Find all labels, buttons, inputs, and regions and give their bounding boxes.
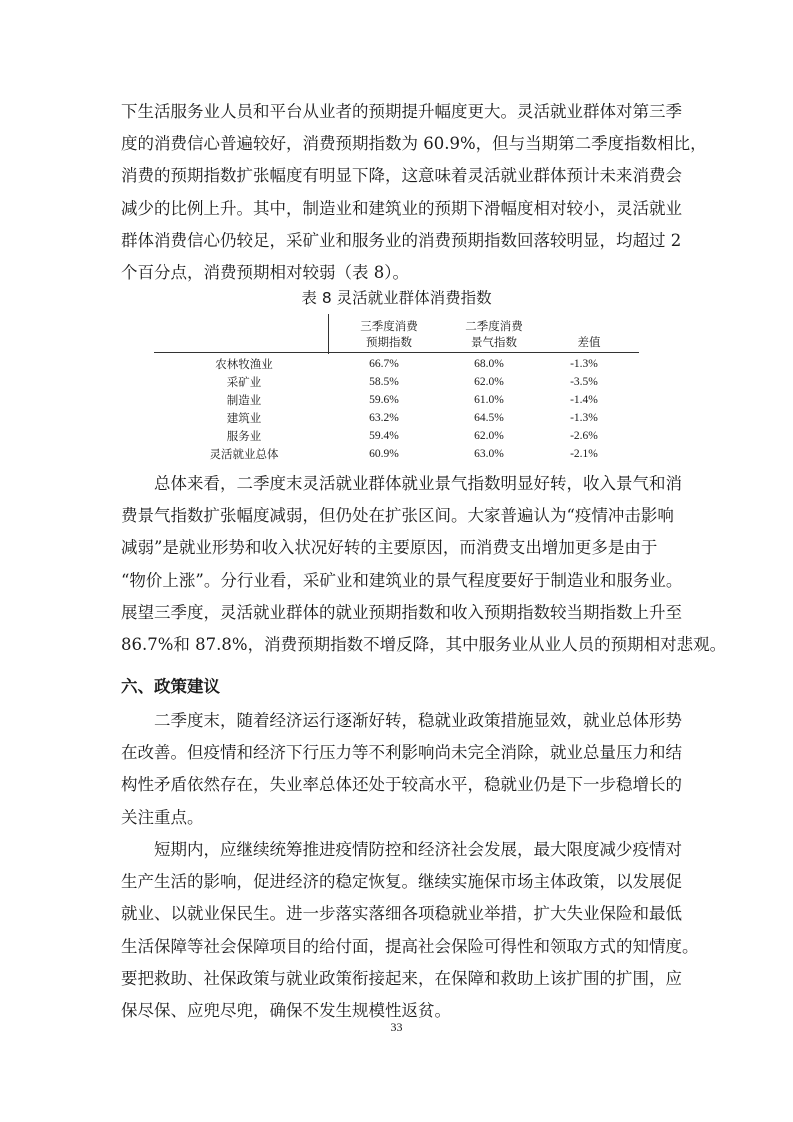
industry-cell: 服务业	[226, 429, 262, 443]
page-number: 33	[390, 1020, 403, 1034]
text-line: “物价上涨”。分行业看，采矿业和建筑业的景气程度要好于制造业和服务业。	[121, 570, 683, 590]
q2-value-cell: 62.0%	[474, 430, 504, 442]
industry-cell: 建筑业	[226, 411, 262, 425]
text-line: 在改善。但疫情和经济下行压力等不利影响尚未完全消除，就业总量压力和结	[121, 743, 682, 763]
text-line: 下生活服务业人员和平台从业者的预期提升幅度更大。灵活就业群体对第三季	[121, 102, 682, 121]
text-line: 个百分点，消费预期相对较弱（表 8）。	[121, 263, 409, 283]
industry-cell: 采矿业	[226, 375, 262, 389]
table-row	[154, 445, 639, 463]
text-line: 二季度末，随着经济运行逐渐好转，稳就业政策措施显效，就业总体形势	[121, 711, 682, 730]
text-line: 生活保障等社会保障项目的给付面，提高社会保险可得性和领取方式的知情度。	[121, 936, 699, 956]
header-q2-sentiment	[449, 318, 539, 350]
diff-value-cell: -3.5%	[570, 376, 598, 388]
q2-value-cell: 62.0%	[474, 376, 504, 388]
table-row	[154, 373, 639, 391]
header-line: 差值	[577, 335, 601, 349]
q3-value-cell: 59.6%	[369, 394, 399, 406]
text-line: 要把救助、社保政策与就业政策衔接起来，在保障和救助上该扩围的扩围，应	[121, 968, 682, 988]
industry-cell: 灵活就业总体	[209, 447, 279, 461]
q3-value-cell: 59.4%	[369, 430, 399, 442]
table-row	[154, 355, 639, 373]
header-line: 二季度消费	[465, 319, 523, 333]
text-line: 减少的比例上升。其中，制造业和建筑业的预期下滑幅度相对较小，灵活就业	[121, 198, 682, 218]
text-line: 短期内，应继续统筹推进疫情防控和经济社会发展，最大限度减少疫情对	[121, 840, 682, 859]
paragraph-consumption-expectation	[121, 96, 707, 289]
consumption-index-table	[154, 314, 639, 464]
paragraph-policy-recommendations	[121, 834, 699, 1027]
text-line: 构性矛盾依然存在，失业率总体还处于较高水平，稳就业仍是下一步稳增长的	[121, 775, 682, 795]
text-line: 生产生活的影响，促进经济的稳定恢复。继续实施保市场主体政策，以发展促	[121, 872, 682, 892]
q2-value-cell: 68.0%	[474, 358, 504, 370]
q2-value-cell: 63.0%	[474, 448, 504, 460]
q2-value-cell: 64.5%	[474, 412, 504, 424]
text-line: 86.7%和 87.8%，消费预期指数不增反降，其中服务业从业人员的预期相对悲观。	[121, 635, 727, 655]
q3-value-cell: 58.5%	[369, 376, 399, 388]
header-line: 预期指数	[366, 335, 412, 349]
diff-value-cell: -1.4%	[570, 394, 598, 406]
table-row	[154, 409, 639, 427]
diff-value-cell: -2.6%	[570, 430, 598, 442]
table-row	[154, 427, 639, 445]
diff-value-cell: -1.3%	[570, 358, 598, 370]
table-row	[154, 391, 639, 409]
text-line: 总体来看，二季度末灵活就业群体就业景气指数明显好转，收入景气和消	[121, 474, 682, 493]
header-line	[554, 318, 624, 334]
text-line: 就业、以就业保民生。进一步落实落细各项稳就业举措，扩大失业保险和最低	[121, 904, 682, 924]
q2-value-cell: 61.0%	[474, 394, 504, 406]
table-header-rule	[154, 352, 639, 353]
q3-value-cell: 60.9%	[369, 448, 399, 460]
industry-cell: 制造业	[226, 393, 262, 407]
text-line: 关注重点。	[121, 807, 204, 827]
text-line: 费景气指数扩张幅度减弱，但仍处在扩张区间。大家普遍认为“疫情冲击影响	[121, 506, 674, 526]
text-line: 消费的预期指数扩张幅度有明显下降，这意味着灵活就业群体预计未来消费会	[121, 166, 682, 186]
section-heading: 六、政策建议	[121, 677, 220, 696]
diff-value-cell: -2.1%	[570, 448, 598, 460]
text-line: 群体消费信心仍较足，采矿业和服务业的消费预期指数回落较明显，均超过 2	[121, 230, 682, 250]
q3-value-cell: 66.7%	[369, 358, 399, 370]
diff-value-cell: -1.3%	[570, 412, 598, 424]
table-vertical-rule	[328, 314, 329, 354]
text-line: 保尽保、应兜尽兜，确保不发生规模性返贫。	[121, 1001, 451, 1021]
text-line: 展望三季度，灵活就业群体的就业预期指数和收入预期指数较当期指数上升至	[121, 602, 682, 622]
header-line: 三季度消费	[360, 319, 418, 333]
text-line: 减弱”是就业形势和收入状况好转的主要原因，而消费支出增加更多是由于	[121, 538, 658, 558]
paragraph-policy-context	[121, 705, 682, 834]
text-line: 度的消费信心普遍较好，消费预期指数为 60.9%，但与当期第二季度指数相比，	[121, 134, 707, 154]
q3-value-cell: 63.2%	[369, 412, 399, 424]
header-line: 景气指数	[471, 335, 517, 349]
paragraph-summary-outlook	[121, 468, 727, 661]
header-q3-expectation	[344, 318, 434, 350]
table-caption: 表 8 灵活就业群体消费指数	[301, 289, 492, 307]
industry-cell: 农林牧渔业	[215, 357, 273, 371]
header-difference	[554, 318, 624, 350]
